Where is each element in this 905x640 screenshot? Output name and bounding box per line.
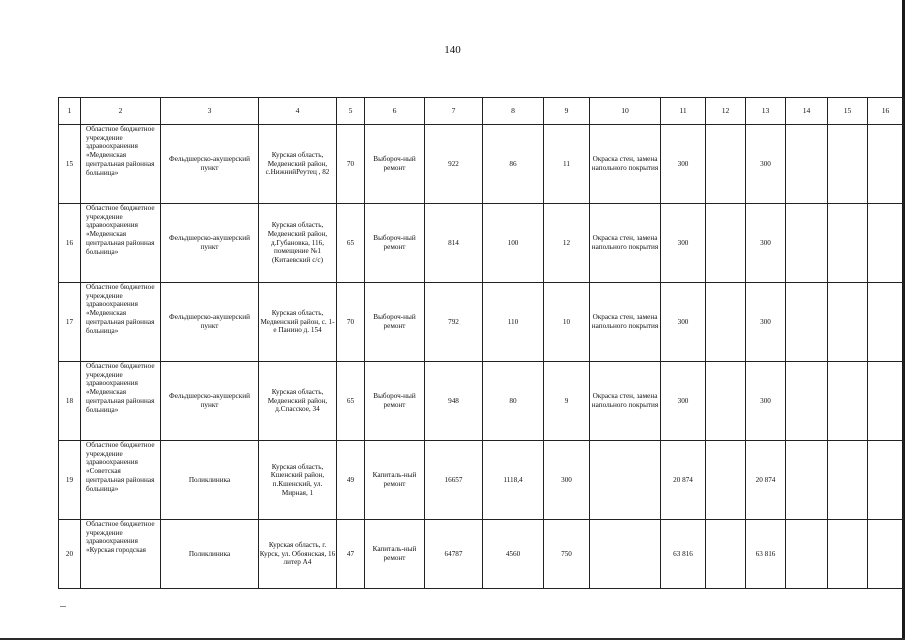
address-cell: Курская область, Медвенский район, д.Губановка, 116, помещение №1 (Китаевский с/с)	[259, 204, 337, 283]
address-cell: Курская область, Медвенский район, д.Спасское, 34	[259, 362, 337, 441]
organization-name: Областное бюджетное учреждение здравоохранения «Медвенская центральная районная больница»	[86, 125, 155, 177]
col15-cell	[828, 441, 868, 520]
works-description-cell: Окраска стен, замена напольного покрытия	[590, 204, 661, 283]
facility-type-cell: Фельдшерско-акушерский пункт	[161, 283, 259, 362]
col13-cell: 20 874	[746, 441, 786, 520]
works-description-cell: Окраска стен, замена напольного покрытия	[590, 362, 661, 441]
header-cell: 11	[661, 98, 706, 125]
col13-cell: 300	[746, 362, 786, 441]
col8-cell: 86	[483, 125, 544, 204]
organization-name: Областное бюджетное учреждение здравоохранения «Курская городская	[86, 520, 155, 555]
works-description-cell	[590, 441, 661, 520]
repair-kind-cell: Капиталь-ный ремонт	[365, 520, 425, 589]
col15-cell	[828, 520, 868, 589]
col7-cell: 948	[425, 362, 483, 441]
col12-cell	[706, 441, 746, 520]
col7-cell: 814	[425, 204, 483, 283]
organization-cell	[81, 283, 161, 362]
col5-cell: 65	[337, 362, 365, 441]
col8-cell: 80	[483, 362, 544, 441]
works-description-cell	[590, 520, 661, 589]
organization-name: Областное бюджетное учреждение здравоохранения «Медвенская центральная районная больница»	[86, 204, 155, 256]
col5-cell: 47	[337, 520, 365, 589]
row-number: 17	[59, 283, 81, 362]
repair-kind-cell: Выбороч-ный ремонт	[365, 204, 425, 283]
col8-cell: 4560	[483, 520, 544, 589]
col8-cell: 1118,4	[483, 441, 544, 520]
header-cell: 5	[337, 98, 365, 125]
header-cell: 6	[365, 98, 425, 125]
col15-cell	[828, 283, 868, 362]
header-cell: 9	[544, 98, 590, 125]
repair-kind-cell: Выбороч-ный ремонт	[365, 125, 425, 204]
col16-cell	[868, 283, 904, 362]
col16-cell	[868, 520, 904, 589]
header-cell: 4	[259, 98, 337, 125]
col12-cell	[706, 520, 746, 589]
col16-cell	[868, 125, 904, 204]
table-row	[59, 204, 904, 283]
col5-cell: 70	[337, 283, 365, 362]
works-description-cell: Окраска стен, замена напольного покрытия	[590, 125, 661, 204]
col13-cell: 300	[746, 125, 786, 204]
row-number: 16	[59, 204, 81, 283]
col9-cell: 9	[544, 362, 590, 441]
col11-cell: 300	[661, 204, 706, 283]
col14-cell	[786, 204, 828, 283]
col12-cell	[706, 283, 746, 362]
col9-cell: 750	[544, 520, 590, 589]
address-cell: Курская область, Кшенский район, п.Кшенский, ул. Мирная, 1	[259, 441, 337, 520]
col14-cell	[786, 125, 828, 204]
facility-type-cell: Поликлиника	[161, 441, 259, 520]
organization-cell	[81, 441, 161, 520]
col12-cell	[706, 204, 746, 283]
facility-type-cell: Фельдшерско-акушерский пункт	[161, 204, 259, 283]
address-cell: Курская область, Медвенский район, с. 1-е Панино д. 154	[259, 283, 337, 362]
col9-cell: 300	[544, 441, 590, 520]
col11-cell: 300	[661, 283, 706, 362]
col7-cell: 64787	[425, 520, 483, 589]
header-row	[59, 98, 904, 125]
repair-kind-cell: Выбороч-ный ремонт	[365, 362, 425, 441]
organization-cell	[81, 204, 161, 283]
col11-cell: 20 874	[661, 441, 706, 520]
organization-cell	[81, 520, 161, 589]
repair-table-wrapper	[58, 97, 904, 589]
col14-cell	[786, 283, 828, 362]
row-number: 20	[59, 520, 81, 589]
col12-cell	[706, 362, 746, 441]
col11-cell: 63 816	[661, 520, 706, 589]
organization-name: Областное бюджетное учреждение здравоохранения «Советская центральная районная больница»	[86, 441, 155, 493]
col8-cell: 110	[483, 283, 544, 362]
row-number: 19	[59, 441, 81, 520]
row-number: 15	[59, 125, 81, 204]
header-cell: 15	[828, 98, 868, 125]
col11-cell: 300	[661, 125, 706, 204]
col5-cell: 70	[337, 125, 365, 204]
col13-cell: 300	[746, 283, 786, 362]
table-row	[59, 362, 904, 441]
organization-cell	[81, 125, 161, 204]
header-cell: 8	[483, 98, 544, 125]
row-number: 18	[59, 362, 81, 441]
col12-cell	[706, 125, 746, 204]
organization-cell	[81, 362, 161, 441]
col7-cell: 16657	[425, 441, 483, 520]
col15-cell	[828, 362, 868, 441]
page-number: 140	[444, 44, 461, 56]
col9-cell: 11	[544, 125, 590, 204]
col5-cell: 49	[337, 441, 365, 520]
col15-cell	[828, 204, 868, 283]
header-cell: 1	[59, 98, 81, 125]
header-cell: 13	[746, 98, 786, 125]
header-cell: 12	[706, 98, 746, 125]
col7-cell: 922	[425, 125, 483, 204]
col15-cell	[828, 125, 868, 204]
col9-cell: 10	[544, 283, 590, 362]
header-cell: 7	[425, 98, 483, 125]
col13-cell: 300	[746, 204, 786, 283]
header-cell: 2	[81, 98, 161, 125]
header-cell: 16	[868, 98, 904, 125]
organization-name: Областное бюджетное учреждение здравоохранения «Медвенская центральная районная больница»	[86, 283, 155, 335]
col14-cell	[786, 441, 828, 520]
col13-cell: 63 816	[746, 520, 786, 589]
facility-type-cell: Фельдшерско-акушерский пункт	[161, 362, 259, 441]
table-row	[59, 520, 904, 589]
address-cell: Курская область, г. Курск, ул. Обоянская, 16 литер А4	[259, 520, 337, 589]
header-cell: 10	[590, 98, 661, 125]
address-cell: Курская область, Медвенский район, с.НижнийРеутец , 82	[259, 125, 337, 204]
repair-kind-cell: Выбороч-ный ремонт	[365, 283, 425, 362]
table-row	[59, 125, 904, 204]
table-row	[59, 283, 904, 362]
header-cell: 14	[786, 98, 828, 125]
header-cell: 3	[161, 98, 259, 125]
col9-cell: 12	[544, 204, 590, 283]
col14-cell	[786, 520, 828, 589]
works-description-cell: Окраска стен, замена напольного покрытия	[590, 283, 661, 362]
col14-cell	[786, 362, 828, 441]
scan-speck	[60, 606, 66, 607]
col7-cell: 792	[425, 283, 483, 362]
col16-cell	[868, 204, 904, 283]
facility-type-cell: Фельдшерско-акушерский пункт	[161, 125, 259, 204]
col16-cell	[868, 362, 904, 441]
facility-type-cell: Поликлиника	[161, 520, 259, 589]
col5-cell: 65	[337, 204, 365, 283]
col16-cell	[868, 441, 904, 520]
col8-cell: 100	[483, 204, 544, 283]
organization-name: Областное бюджетное учреждение здравоохранения «Медвенская центральная районная больница»	[86, 362, 155, 414]
repair-table	[58, 97, 904, 589]
repair-kind-cell: Капиталь-ный ремонт	[365, 441, 425, 520]
table-row	[59, 441, 904, 520]
col11-cell: 300	[661, 362, 706, 441]
